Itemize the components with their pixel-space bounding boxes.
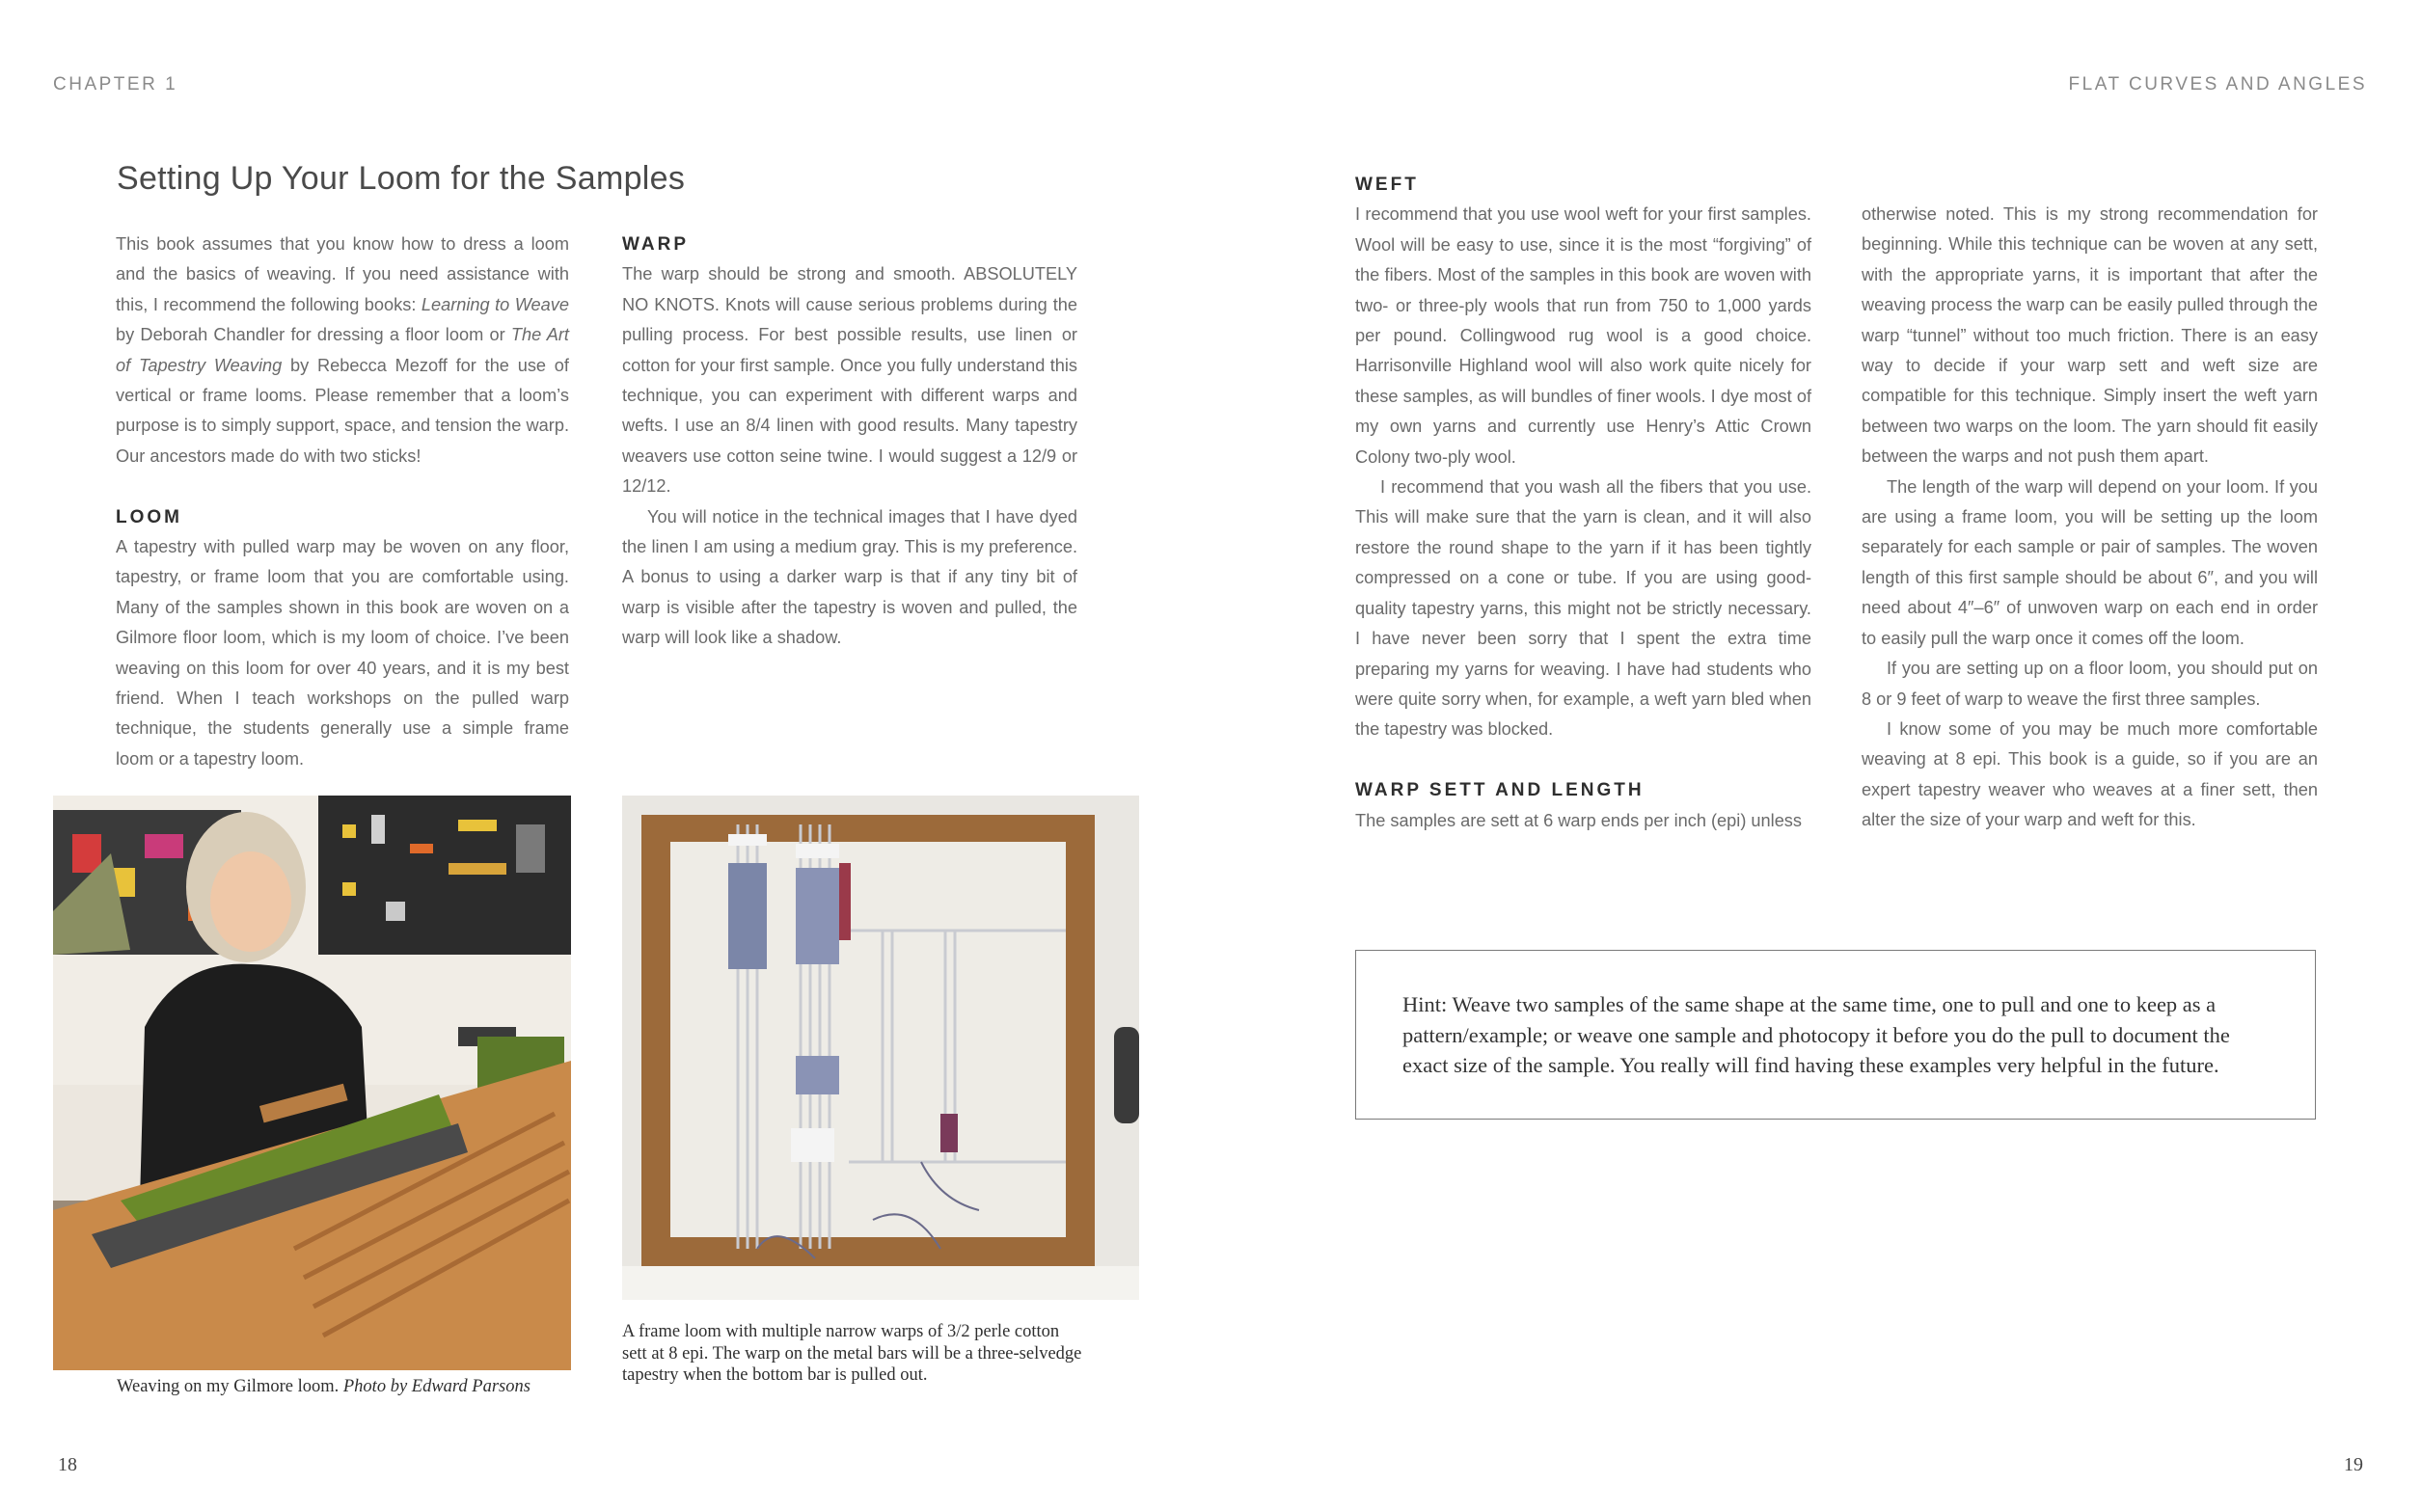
- sett-paragraph-3: If you are setting up on a floor loom, you should put on 8 or 9 feet of warp to weave the first three samples.: [1862, 659, 2318, 709]
- loom-heading: LOOM: [116, 506, 182, 527]
- warp-paragraph-1: The warp should be strong and smooth. ABSOLUTELY NO KNOTS. Knots will cause serious problems during the pulling process. For best possible results, use linen or cotton for your first sample. Once you fully understand this technique, you can experiment with different warps and wefts. I use an 8/4 linen with good results. Many tapestry weavers use cotton seine twine. I would suggest a 12/9 or 12/12.: [622, 264, 1077, 497]
- intro-paragraph: This book assumes that you know how to dress a loom and the basics of weaving. If you need assistance with this, I recommend the following books: Learning to Weave by Deborah Chandler for dressing a floor loom or The Art of Tapestry Weaving by Rebecca Mezoff for the use of vertical or frame looms. Please remember that a loom’s purpose is to simply support, space, and tension the warp. Our ancestors made do with two sticks!: [116, 234, 569, 466]
- warp-heading: WARP: [622, 234, 689, 255]
- photo1-caption: Weaving on my Gilmore loom. Photo by Edward Parsons: [117, 1377, 530, 1396]
- running-head-left: CHAPTER 1: [53, 74, 178, 94]
- page-title: Setting Up Your Loom for the Samples: [117, 160, 686, 197]
- sett-paragraph-1: otherwise noted. This is my strong recommendation for beginning. While this technique can be woven at any sett, with the appropriate yarns, it is important that after the weaving process the warp can be easily pulled through the warp “tunnel” without too much friction. There is an easy way to decide if your warp sett and weft size are compatible for this technique. Simply insert the weft yarn between two warps on the loom. The yarn should fit easily between the warps and not push them apart.: [1862, 204, 2318, 467]
- column-weft: [1355, 170, 1811, 836]
- sett-heading: WARP SETT AND LENGTH: [1355, 780, 1645, 801]
- column-sett: [1862, 200, 2318, 836]
- weft-heading: WEFT: [1355, 175, 1419, 195]
- sett-paragraph-4: I know some of you may be much more comfortable weaving at 8 epi. This book is a guide, so if you are an expert tapestry weaver who weaves at a finer sett, then alter the size of your warp and weft for this.: [1862, 718, 2318, 830]
- page-number-left: 18: [58, 1454, 77, 1475]
- column-intro: [116, 230, 569, 774]
- photo2-caption: A frame loom with multiple narrow warps of 3/2 perle cotton sett at 8 epi. The warp on the metal bars will be a three-selvedge tapestry when the bottom bar is pulled out.: [622, 1322, 1082, 1385]
- hint-text: Hint: Weave two samples of the same shape at the same time, one to pull and one to keep as a pattern/example; or weave one sample and photocopy it before you do the pull to document the exact size of the sample. You really will find having these examples very helpful in the future.: [1402, 992, 2230, 1077]
- weaver-photo: [53, 796, 571, 1370]
- photo-credit: Photo by Edward Parsons: [342, 1377, 530, 1396]
- column-warp: [622, 230, 1077, 654]
- weft-paragraph-2: I recommend that you wash all the fibers that you use. This will make sure that the yarn is clean, and it will also restore the round shape to the yarn if it has been tightly compressed on a cone or tube. If you are using good-quality tapestry yarns, this might not be strictly necessary. I have never been sorry that I spent the extra time preparing my yarns for weaving. I have had students who were quite sorry when, for example, a weft yarn bled when the tapestry was blocked.: [1355, 477, 1811, 740]
- hint-box: [1355, 950, 2316, 1120]
- loom-paragraph: A tapestry with pulled warp may be woven on any floor, tapestry, or frame loom that you are comfortable using. Many of the samples shown in this book are woven on a Gilmore floor loom, which is my loom of choice. I’ve been weaving on this loom for over 40 years, and it is my best friend. When I teach workshops on the pulled warp technique, the students generally use a simple frame loom or a tapestry loom.: [116, 537, 569, 769]
- book-title-learning-to-weave: Learning to Weave: [421, 294, 569, 314]
- frame-loom-photo: [622, 796, 1139, 1300]
- warp-paragraph-2: You will notice in the technical images that I have dyed the linen I am using a medium gray. This is my preference. A bonus to using a darker warp is that if any tiny bit of warp is visible after the tapestry is woven and pulled, the warp will look like a shadow.: [622, 506, 1077, 648]
- book-title-art-of-tapestry: The Art of Tapestry Weaving: [116, 325, 569, 375]
- weft-paragraph-1: I recommend that you use wool weft for your first samples. Wool will be easy to use, since it is the most “forgiving” of the fibers. Most of the samples in this book are woven with two- or three-ply wools that run from 750 to 1,000 yards per pound. Collingwood rug wool is a good choice. Harrisonville Highland wool will also work quite nicely for these samples, as will bundles of finer wools. I dye most of my own yarns and currently use Henry’s Attic Crown Colony two-ply wool.: [1355, 204, 1811, 467]
- page-number-right: 19: [2344, 1454, 2363, 1475]
- running-head-right: FLAT CURVES AND ANGLES: [2068, 74, 2367, 94]
- sett-paragraph-start: The samples are sett at 6 warp ends per inch (epi) unless: [1355, 810, 1802, 830]
- sett-paragraph-2: The length of the warp will depend on your loom. If you are using a frame loom, you will be setting up the loom separately for each sample or pair of samples. The woven length of this first sample should be about 6″, and you will need about 4″–6″ of unwoven warp on each end in order to easily pull the warp once it comes off the loom.: [1862, 476, 2318, 648]
